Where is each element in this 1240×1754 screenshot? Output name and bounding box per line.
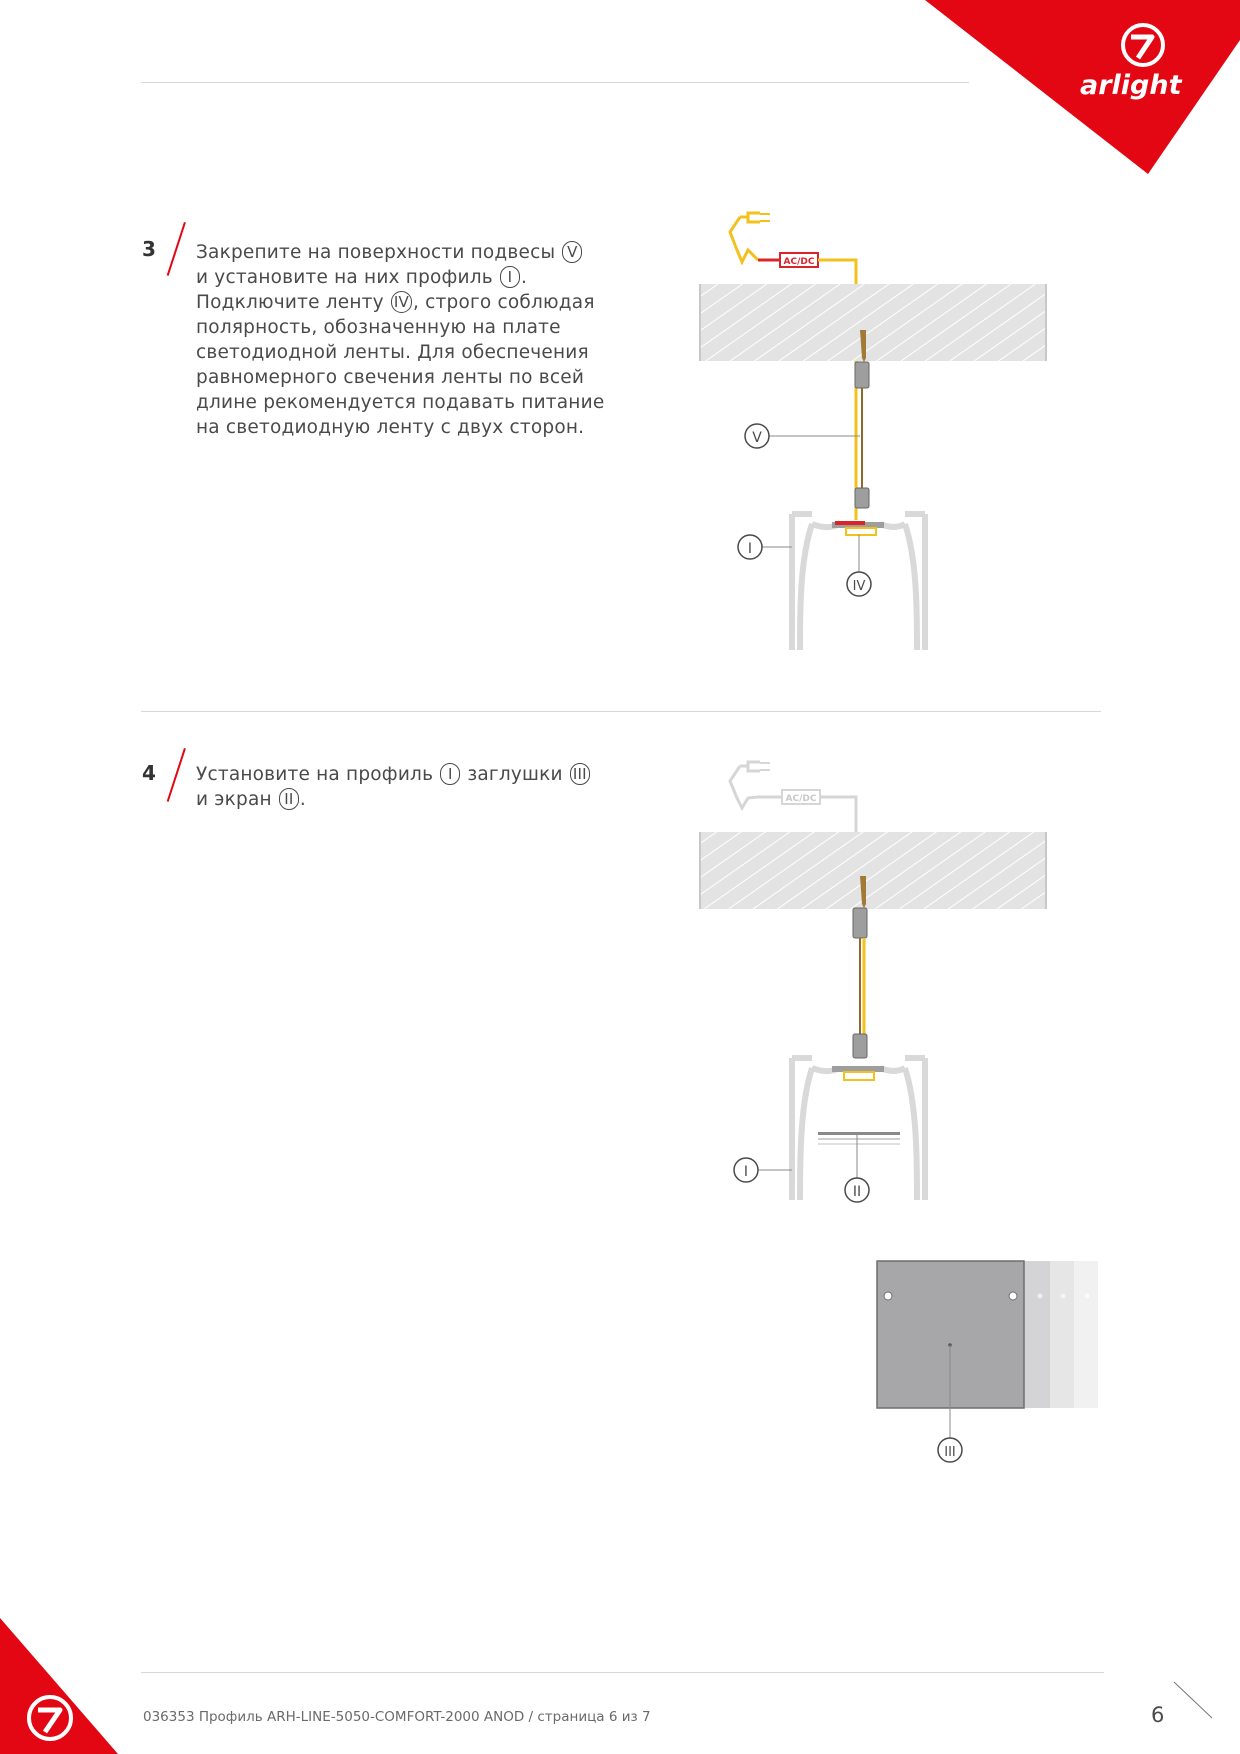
diffuser-screen: [818, 1132, 900, 1145]
step-3-number: 3: [142, 237, 156, 261]
callout-v: V: [752, 430, 762, 446]
ceiling-slab-2: [700, 832, 1046, 909]
page-number: 6: [1151, 1703, 1165, 1727]
callout-iv: IV: [852, 579, 866, 594]
step-text-line: на светодиодную ленту с двух сторон.: [196, 417, 585, 438]
reference-circle-icon: V: [562, 241, 582, 263]
step-3-slash: [167, 222, 186, 276]
reference-circle-icon: I: [440, 763, 460, 785]
step-3-text: [196, 240, 604, 440]
section-divider: [141, 711, 1101, 712]
diagram-step-4: [680, 750, 1080, 1210]
cap-hole-right: [1009, 1292, 1017, 1300]
step-4-number: 4: [142, 761, 156, 785]
cap-hole-left: [884, 1292, 892, 1300]
cable-clamp-top-2: [853, 908, 867, 938]
reference-circle-icon: IV: [391, 291, 412, 313]
top-divider: [141, 82, 969, 83]
step-text-line: светодиодной ленты. Для обеспечения: [196, 342, 589, 363]
step-text-line: Подключите ленту IV , строго соблюдая: [196, 292, 595, 313]
brand-corner-top: [0, 0, 1240, 180]
logo-text: arlight: [1080, 70, 1182, 101]
cable-clamp-top: [855, 362, 869, 388]
step-text-line: Закрепите на поверхности подвесы V: [196, 240, 604, 265]
led-strip-2: [844, 1072, 874, 1080]
callout-i-2: I: [743, 1164, 749, 1180]
callout-i: I: [747, 541, 753, 557]
step-4-slash: [167, 748, 186, 802]
diagram-end-caps: [870, 1250, 1110, 1470]
power-plug-icon: [730, 213, 770, 262]
brand-corner-bottom: [0, 1600, 140, 1754]
step-4-text: [196, 762, 591, 812]
callout-ii: II: [852, 1184, 862, 1200]
led-strip: [846, 528, 876, 535]
step-text-line: Установите на профиль I заглушки III: [196, 762, 591, 787]
step-text-line: равномерного свечения ленты по всей: [196, 367, 585, 388]
step-text-line: и установите на них профиль I .: [196, 267, 528, 288]
step-text-line: длине рекомендуется подавать питание: [196, 392, 605, 413]
led-strip-red: [835, 521, 865, 525]
cable-clamp-bottom-2: [853, 1034, 867, 1058]
cable-clamp-bottom: [855, 488, 869, 508]
ceiling-slab: [700, 284, 1046, 361]
footer-divider: [141, 1672, 1104, 1673]
power-plug-icon-faded: [730, 762, 770, 808]
diagram-step-3: [680, 210, 1080, 660]
reference-circle-icon: III: [570, 763, 590, 785]
callout-iii: III: [944, 1445, 956, 1460]
driver-label: AC/DC: [783, 257, 815, 267]
driver-label-faded: AC/DC: [785, 794, 817, 804]
footer-text: 036353 Профиль ARH-LINE-5050-COMFORT-2000 ANOD / страница 6 из 7: [143, 1709, 651, 1725]
step-text-line: и экран II .: [196, 789, 306, 810]
page-corner-slash: [1172, 1680, 1222, 1720]
reference-circle-icon: II: [279, 788, 299, 810]
reference-circle-icon: I: [500, 266, 520, 288]
brand-red-triangle-bottom: [0, 1618, 118, 1754]
step-text-line: полярность, обозначенную на плате: [196, 317, 561, 338]
